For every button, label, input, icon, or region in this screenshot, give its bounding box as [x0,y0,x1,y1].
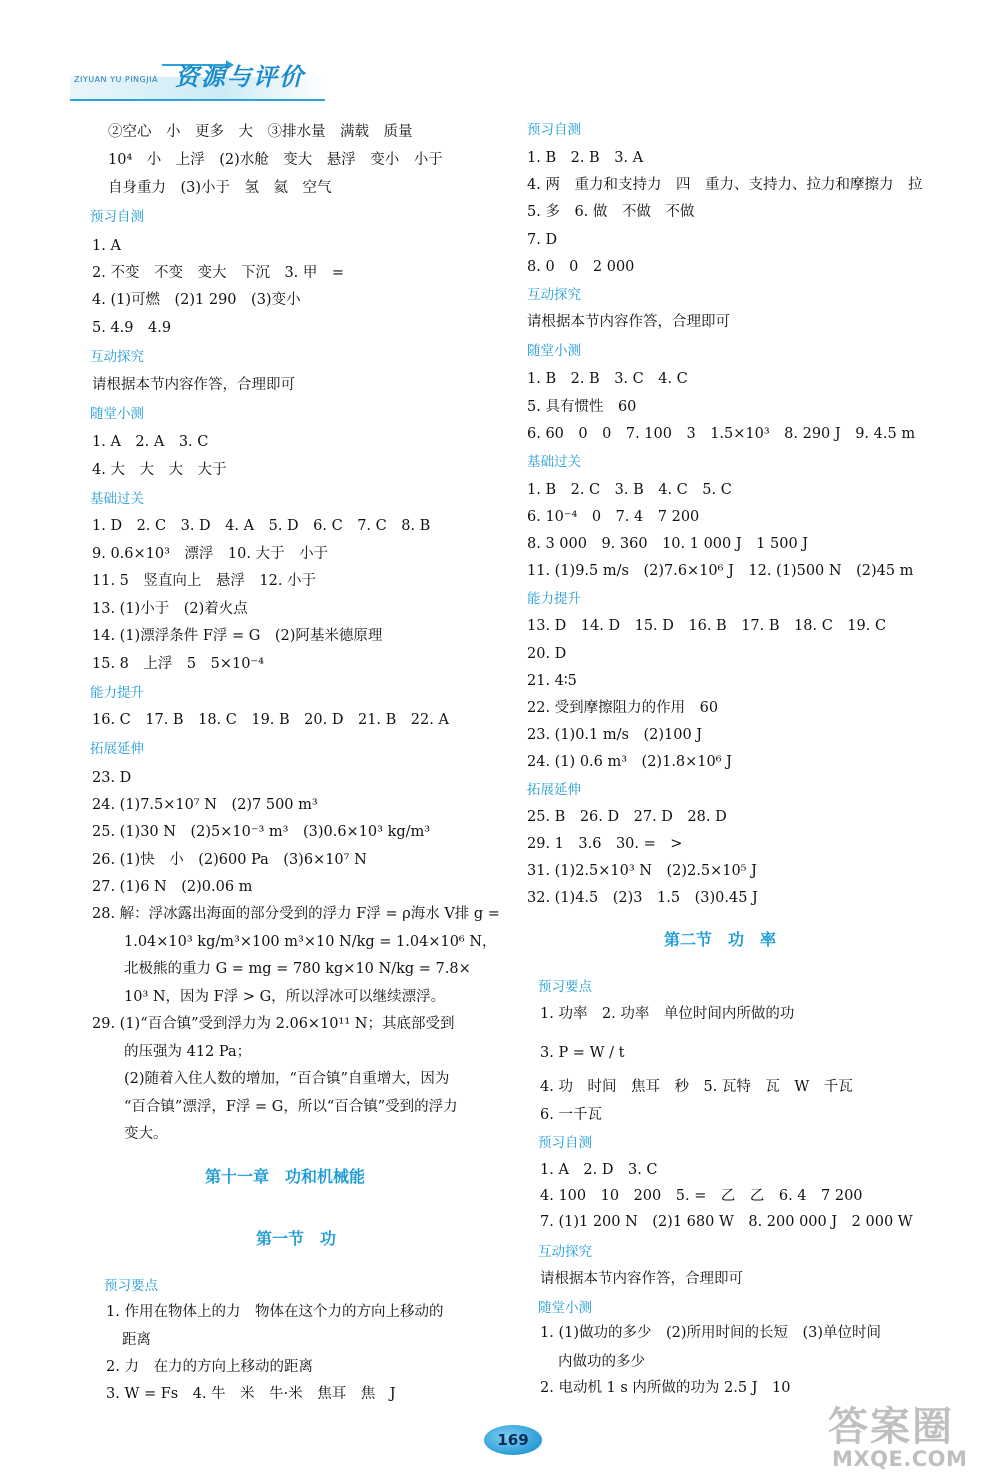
answer-line: 26. (1)快 小 (2)600 Pa (3)6×10⁷ N [92,852,367,868]
answer-line: 4. 两 重力和支持力 四 重力、支持力、拉力和摩擦力 拉 [527,177,923,193]
answer-line: 28. 解：浮冰露出海面的部分受到的浮力 F浮 = ρ海水 V排 g = [92,906,500,922]
answer-line: 13. (1)小于 (2)着火点 [92,601,248,617]
section-heading: 预习自测 [538,1135,592,1151]
answer-line: 23. D [92,770,132,786]
answer-line: 自身重力 (3)小于 氢 氦 空气 [108,180,332,196]
answer-line: 4. (1)可燃 (2)1 290 (3)变小 [92,292,301,308]
section-heading: 拓展延伸 [527,782,581,798]
page-number: 169 [484,1425,542,1455]
answer-line: 1.04×10³ kg/m³×100 m³×10 N/kg = 1.04×10⁶ N， [124,934,497,950]
answer-line: 8. 3 000 9. 360 10. 1 000 J 1 500 J [527,536,809,552]
section-heading: 能力提升 [527,591,581,607]
answer-line: (2)随着入住人数的增加，“百合镇”自重增大，因为 [124,1071,450,1087]
section-heading: 随堂小测 [538,1300,592,1316]
chapter-title: 第十一章 功和机械能 [205,1167,366,1186]
section-heading: 预习自测 [90,209,144,225]
section-heading: 互动探究 [90,349,144,365]
answer-line: 27. (1)6 N (2)0.06 m [92,879,253,895]
answer-line: 北极熊的重力 G = mg = 780 kg×10 N/kg = 7.8× [124,961,471,977]
answer-line: 4. 100 10 200 5. = 乙 乙 6. 4 7 200 [540,1188,863,1204]
answer-line: 1. B 2. C 3. B 4. C 5. C [527,482,732,498]
answer-line: 15. 8 上浮 5 5×10⁻⁴ [92,656,264,672]
answer-line: 9. 0.6×10³ 漂浮 10. 大于 小于 [92,546,329,562]
answer-line: 3. P = W / t [540,1045,625,1061]
answer-line: 4. 功 时间 焦耳 秒 5. 瓦特 瓦 W 千瓦 [540,1079,853,1095]
answer-line: 5. 具有惯性 60 [527,399,637,415]
answer-line: 2. 不变 不变 变大 下沉 3. 甲 = [92,265,345,281]
section-heading: 预习要点 [538,979,592,995]
section-heading: 互动探究 [527,287,581,303]
answer-line: 24. (1)7.5×10⁷ N (2)7 500 m³ [92,797,318,813]
answer-line: 请根据本节内容作答，合理即可 [540,1271,743,1287]
section-heading: 随堂小测 [90,406,144,422]
answer-line: 6. 60 0 0 7. 100 3 1.5×10³ 8. 290 J 9. 4.5 m [527,426,916,442]
answer-line: 23. (1)0.1 m/s (2)100 J [527,727,703,743]
answer-line: 1. 功率 2. 功率 单位时间内所做的功 [540,1006,795,1022]
answer-line: 1. 作用在物体上的力 物体在这个力的方向上移动的 [106,1304,444,1320]
watermark-logo [822,1395,994,1475]
answer-line: 20. D [527,646,567,662]
answer-line: 11. 5 竖直向上 悬浮 12. 小于 [92,573,317,589]
answer-line: 请根据本节内容作答，合理即可 [92,377,295,393]
answer-line: 16. C 17. B 18. C 19. B 20. D 21. B 22. A [92,712,449,728]
answer-line: 1. A 2. A 3. C [92,434,209,450]
answer-line: 1. (1)做功的多少 (2)所用时间的长短 (3)单位时间 [540,1325,882,1341]
answer-line: 11. (1)9.5 m/s (2)7.6×10⁶ J 12. (1)500 N (2)45 m [527,563,914,579]
answer-line: 的压强为 412 Pa； [124,1044,252,1060]
chapter-title: 第二节 功 率 [664,930,777,949]
answer-line: 请根据本节内容作答，合理即可 [527,314,730,330]
answer-line: 5. 多 6. 做 不做 不做 [527,204,695,220]
watermark-en: MXQE.COM [832,1447,968,1471]
answer-line: 2. 电动机 1 s 内所做的功为 2.5 J 10 [540,1380,791,1396]
answer-line: ②空心 小 更多 大 ③排水量 满载 质量 [108,124,413,140]
answer-line: 31. (1)2.5×10³ N (2)2.5×10⁵ J [527,863,757,879]
answer-line: 6. 一千瓦 [540,1107,602,1123]
answer-line: 21. 4∶5 [527,673,577,689]
header-title: 资源与评价 [175,63,305,91]
answer-line: 1. B 2. B 3. A [527,150,644,166]
answer-line: 10³ N，因为 F浮 > G，所以浮冰可以继续漂浮。 [124,989,446,1005]
answer-line: 4. 大 大 大 大于 [92,462,227,478]
section-heading: 基础过关 [527,454,581,470]
answer-line: 距离 [122,1332,151,1348]
answer-line: 29. 1 3.6 30. = > [527,836,683,852]
section-heading: 互动探究 [538,1244,592,1260]
answer-line: 7. D [527,232,558,248]
answer-line: 6. 10⁻⁴ 0 7. 4 7 200 [527,509,700,525]
section-heading: 预习要点 [104,1278,158,1294]
answer-line: “百合镇”漂浮，F浮 = G，所以“百合镇”受到的浮力 [124,1099,458,1115]
answer-line: 5. 4.9 4.9 [92,320,172,336]
answer-line: 1. A [92,238,121,254]
section-heading: 拓展延伸 [90,741,144,757]
answer-line: 29. (1)“百合镇”受到浮力为 2.06×10¹¹ N；其底部受到 [92,1016,455,1032]
answer-line: 24. (1) 0.6 m³ (2)1.8×10⁶ J [527,754,732,770]
answer-line: 25. (1)30 N (2)5×10⁻³ m³ (3)0.6×10³ kg/m³ [92,824,431,840]
answer-line: 22. 受到摩擦阻力的作用 60 [527,700,719,716]
answer-line: 变大。 [124,1126,168,1142]
answer-line: 1. B 2. B 3. C 4. C [527,371,688,387]
header-pinyin: ZIYUAN YU PINGJIA [74,75,158,84]
section-heading: 能力提升 [90,685,144,701]
answer-line: 13. D 14. D 15. D 16. B 17. B 18. C 19. C [527,618,887,634]
section-heading: 基础过关 [90,491,144,507]
watermark-cn: 答案圈 [828,1404,954,1450]
answer-line: 3. W = Fs 4. 牛 米 牛·米 焦耳 焦 J [106,1386,396,1402]
answer-line: 内做功的多少 [558,1354,645,1370]
page-header [70,55,335,103]
answer-line: 14. (1)漂浮条件 F浮 = G (2)阿基米德原理 [92,628,383,644]
answer-line: 25. B 26. D 27. D 28. D [527,809,727,825]
answer-line: 7. (1)1 200 N (2)1 680 W 8. 200 000 J 2 000 W [540,1214,913,1230]
answer-line: 1. A 2. D 3. C [540,1162,658,1178]
answer-line: 2. 力 在力的方向上移动的距离 [106,1359,313,1375]
chapter-title: 第一节 功 [256,1229,337,1248]
answer-line: 32. (1)4.5 (2)3 1.5 (3)0.45 J [527,890,758,906]
answer-line: 1. D 2. C 3. D 4. A 5. D 6. C 7. C 8. B [92,518,431,534]
answer-line: 10⁴ 小 上浮 (2)水舱 变大 悬浮 变小 小于 [108,152,443,168]
section-heading: 随堂小测 [527,343,581,359]
section-heading: 预习自测 [527,122,581,138]
answer-line: 8. 0 0 2 000 [527,259,635,275]
